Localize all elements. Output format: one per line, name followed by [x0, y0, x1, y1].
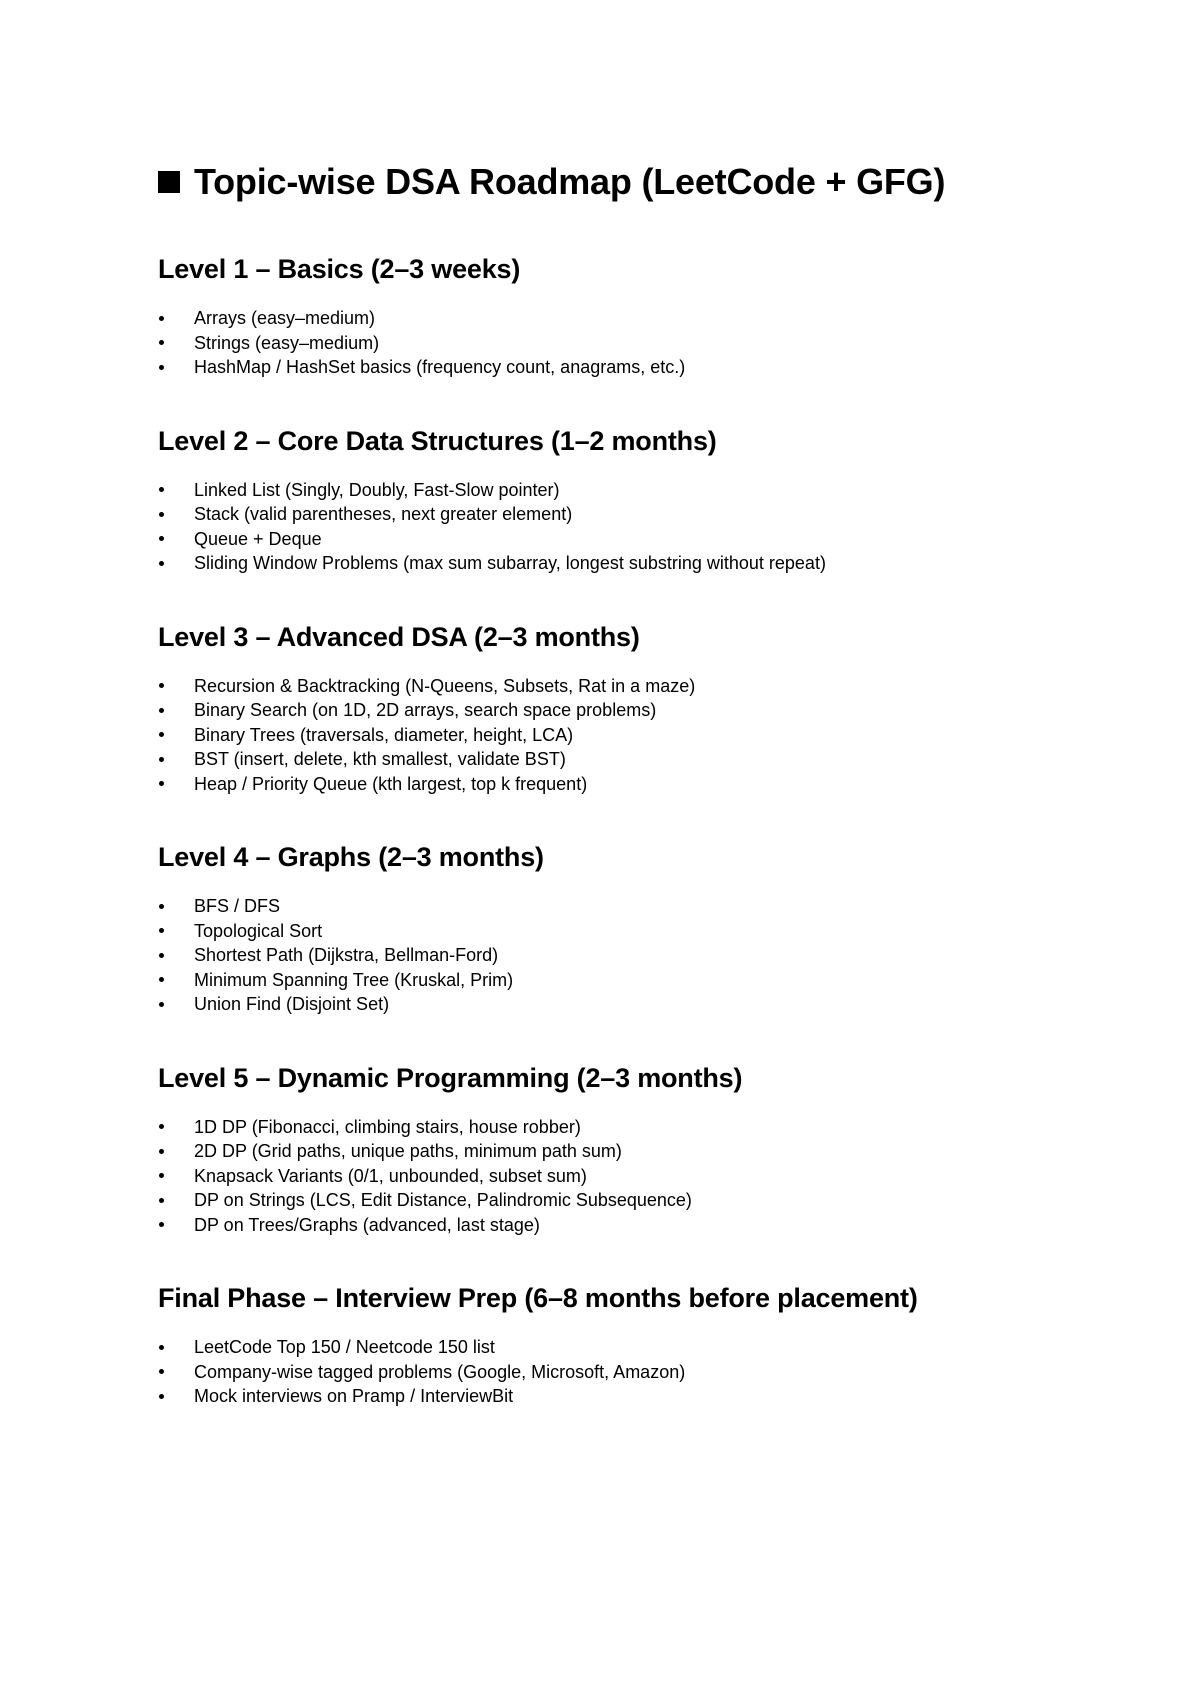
bullet-dot-icon: [159, 561, 164, 566]
roadmap-section: [158, 620, 1200, 797]
bullet-dot-icon: [159, 1345, 164, 1350]
section-heading: Level 4 – Graphs (2–3 months): [158, 842, 544, 872]
list-item: [158, 894, 1200, 919]
list-item-text: 1D DP (Fibonacci, climbing stairs, house robber): [194, 1116, 581, 1137]
list-item-text: Minimum Spanning Tree (Kruskal, Prim): [194, 969, 514, 990]
list-item-text: DP on Strings (LCS, Edit Distance, Palindromic Subsequence): [194, 1190, 692, 1210]
list-item-text: Shortest Path (Dijkstra, Bellman-Ford): [194, 945, 499, 965]
bullet-dot-icon: [159, 487, 164, 492]
bullet-dot-icon: [159, 1222, 164, 1227]
section-heading: Level 5 – Dynamic Programming (2–3 months): [158, 1062, 743, 1093]
list-item-text: Sliding Window Problems (max sum subarray, longest substring without repeat): [194, 553, 826, 573]
list-item: [158, 478, 1200, 503]
bullet-dot-icon: [159, 512, 164, 517]
sections-container: [158, 252, 1200, 1409]
list-item: [158, 331, 1200, 356]
bullet-dot-icon: [159, 732, 164, 737]
bullet-list: [158, 1115, 1200, 1238]
bullet-dot-icon: [159, 904, 164, 909]
list-item-text: Arrays (easy–medium): [194, 308, 376, 328]
section-heading: Level 3 – Advanced DSA (2–3 months): [158, 621, 640, 652]
list-item: [158, 992, 1200, 1017]
bullet-dot-icon: [159, 708, 164, 713]
roadmap-section: [158, 252, 1200, 380]
document-title-text: Topic-wise DSA Roadmap (LeetCode + GFG): [194, 161, 946, 202]
list-item: [158, 1384, 1200, 1409]
list-item-text: Heap / Priority Queue (kth largest, top k frequent): [194, 773, 588, 794]
section-heading: Level 2 – Core Data Structures (1–2 months): [158, 425, 717, 456]
bullet-dot-icon: [159, 536, 164, 541]
bullet-dot-icon: [159, 365, 164, 370]
list-item: [158, 1188, 1200, 1213]
roadmap-section: [158, 1061, 1200, 1238]
list-item: [158, 1213, 1200, 1238]
bullet-dot-icon: [159, 928, 164, 933]
bullet-dot-icon: [159, 340, 164, 345]
list-item-text: 2D DP (Grid paths, unique paths, minimum path sum): [194, 1141, 622, 1161]
roadmap-section: [158, 424, 1200, 576]
list-item-text: Strings (easy–medium): [194, 332, 380, 353]
list-item: [158, 1335, 1200, 1360]
list-item: [158, 747, 1200, 772]
list-item: [158, 1360, 1200, 1385]
bullet-dot-icon: [159, 953, 164, 958]
list-item: [158, 1164, 1200, 1189]
list-item: [158, 502, 1200, 527]
list-item-text: HashMap / HashSet basics (frequency count, anagrams, etc.): [194, 357, 686, 377]
list-item-text: Company-wise tagged problems (Google, Microsoft, Amazon): [194, 1361, 686, 1382]
list-item-text: Knapsack Variants (0/1, unbounded, subset sum): [194, 1165, 587, 1186]
bullet-dot-icon: [159, 757, 164, 762]
bullet-dot-icon: [159, 683, 164, 688]
bullet-dot-icon: [159, 316, 164, 321]
list-item: [158, 674, 1200, 699]
list-item: [158, 1139, 1200, 1164]
roadmap-section: [158, 1281, 1200, 1409]
list-item: [158, 355, 1200, 380]
list-item: [158, 1115, 1200, 1140]
bullet-dot-icon: [159, 1173, 164, 1178]
bullet-list: [158, 894, 1200, 1017]
list-item: [158, 551, 1200, 576]
bullet-dot-icon: [159, 1198, 164, 1203]
list-item: [158, 306, 1200, 331]
list-item-text: Binary Trees (traversals, diameter, height, LCA): [194, 724, 574, 745]
list-item: [158, 698, 1200, 723]
list-item-text: Mock interviews on Pramp / InterviewBit: [194, 1386, 514, 1406]
document-title: [158, 160, 1200, 204]
list-item: [158, 772, 1200, 797]
list-item-text: Recursion & Backtracking (N-Queens, Subsets, Rat in a maze): [194, 675, 696, 696]
bullet-dot-icon: [159, 1394, 164, 1399]
list-item: [158, 919, 1200, 944]
list-item-text: DP on Trees/Graphs (advanced, last stage): [194, 1214, 540, 1235]
list-item-text: LeetCode Top 150 / Neetcode 150 list: [194, 1337, 495, 1357]
list-item: [158, 723, 1200, 748]
bullet-dot-icon: [159, 1124, 164, 1129]
bullet-list: [158, 478, 1200, 576]
list-item: [158, 943, 1200, 968]
bullet-list: [158, 1335, 1200, 1409]
list-item-text: Binary Search (on 1D, 2D arrays, search space problems): [194, 700, 657, 720]
bullet-dot-icon: [159, 781, 164, 786]
list-item-text: Queue + Deque: [194, 528, 322, 549]
list-item-text: Topological Sort: [194, 920, 323, 941]
bullet-dot-icon: [159, 1149, 164, 1154]
list-item: [158, 527, 1200, 552]
list-item-text: Stack (valid parentheses, next greater element): [194, 504, 573, 524]
section-heading: Final Phase – Interview Prep (6–8 months before placement): [158, 1283, 918, 1313]
bullet-list: [158, 674, 1200, 797]
list-item: [158, 968, 1200, 993]
bullet-dot-icon: [159, 977, 164, 982]
list-item-text: Linked List (Singly, Doubly, Fast-Slow pointer): [194, 479, 560, 500]
list-item-text: BST (insert, delete, kth smallest, validate BST): [194, 749, 566, 769]
section-heading: Level 1 – Basics (2–3 weeks): [158, 254, 521, 284]
list-item-text: BFS / DFS: [194, 896, 281, 916]
bullet-dot-icon: [159, 1002, 164, 1007]
roadmap-section: [158, 840, 1200, 1017]
black-square-icon: [158, 171, 180, 193]
bullet-dot-icon: [159, 1369, 164, 1374]
bullet-list: [158, 306, 1200, 380]
list-item-text: Union Find (Disjoint Set): [194, 994, 390, 1014]
